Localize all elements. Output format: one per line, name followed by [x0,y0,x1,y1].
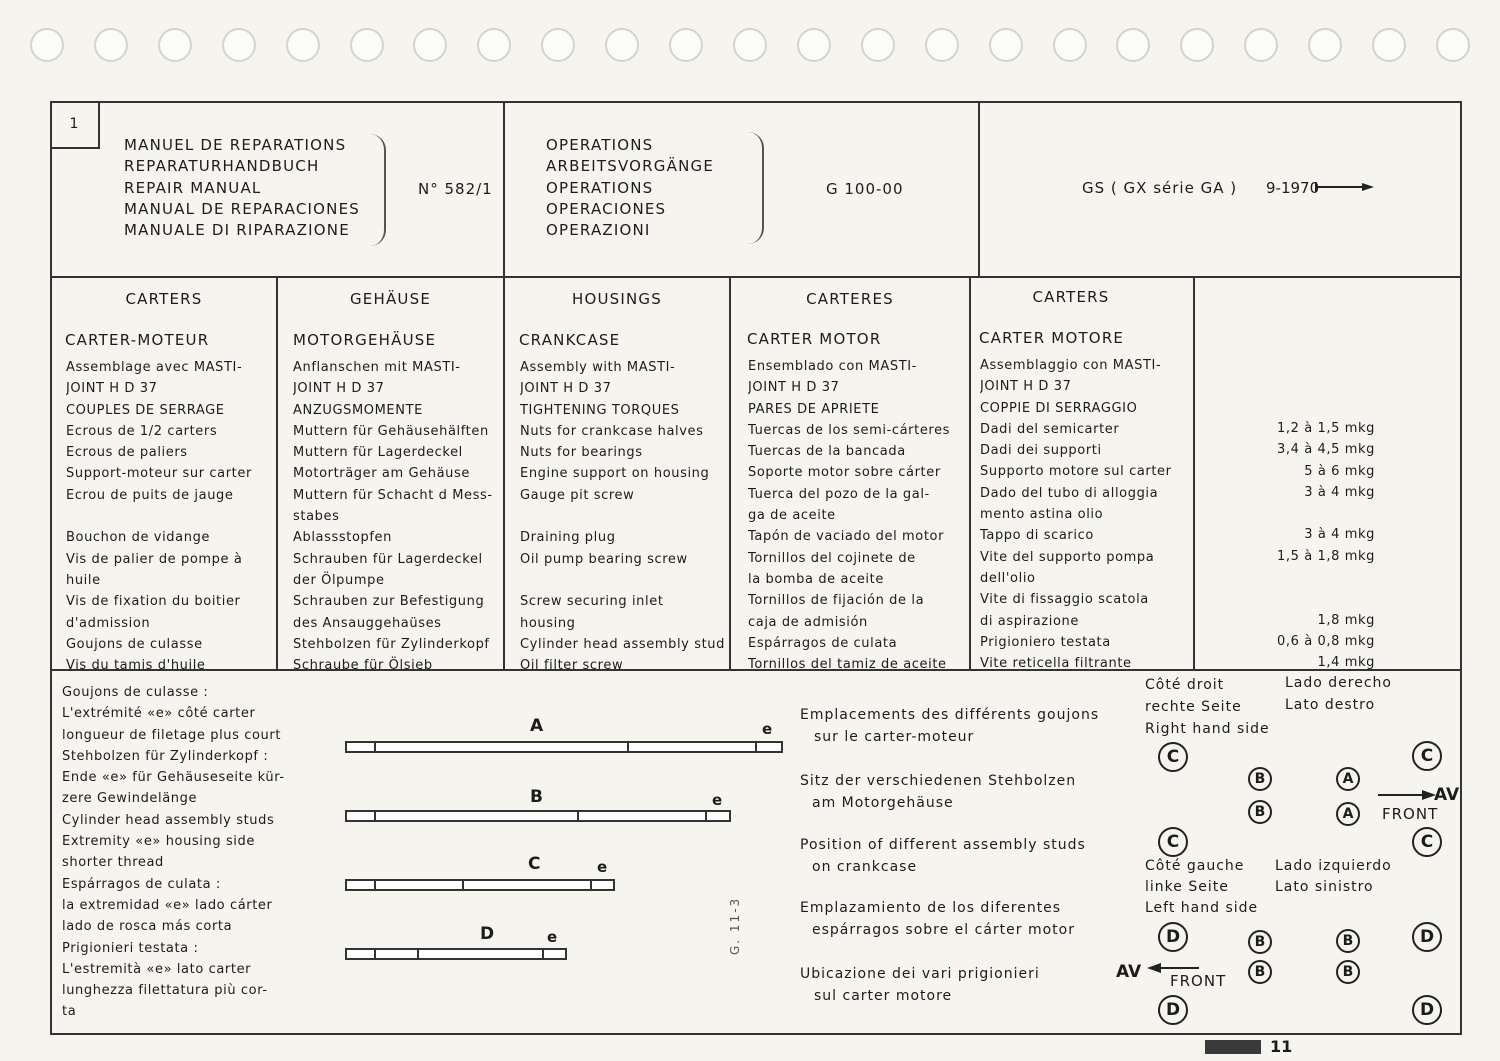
line: Muttern für Lagerdeckel [293,445,463,461]
line: Tapón de vaciado del motor [748,529,945,545]
line: Schrauben für Lagerdeckel [293,551,483,567]
torque-value: 3 à 4 mkg [1304,484,1375,500]
caption-line: Emplacements des différents goujons [800,707,1100,723]
caption-de [800,770,1076,814]
caption-line: Position of different assembly studs [800,837,1086,853]
line: der Ölpumpe [293,572,385,588]
right-side-labels-2 [1285,672,1392,716]
operation-code: G 100-00 [826,180,904,198]
stud-d [345,948,567,960]
binder-holes [30,28,1470,62]
stud-d-marker: D [1412,995,1442,1025]
note-line: shorter thread [62,855,164,871]
line: Dado del tubo di alloggia [980,485,1159,501]
operation-title-fr: OPERATIONS [546,136,654,154]
column-lines-it [980,355,1192,674]
line: Oil filter screw [520,658,624,674]
note-line: Stehbolzen für Zylinderkopf : [62,748,269,764]
line: Soporte motor sobre cárter [748,465,941,481]
column-lines-de [293,357,503,676]
line [520,506,728,527]
col-divider-2 [729,276,731,670]
note-line: Ende «e» für Gehäuseseite kür- [62,770,285,786]
column-title-de: GEHÄUSE [349,290,432,308]
column-title-en: HOUSINGS [572,290,662,308]
stud-a-marker: A [1336,802,1360,826]
col-divider-0 [276,276,278,670]
stud-c-marker: C [1158,742,1188,772]
side-label: Côté gauche [1145,858,1245,874]
line: Tappo di scarico [980,528,1094,544]
line: JOINT H D 37 [980,379,1072,395]
note-line: ta [62,1004,77,1020]
front-label: FRONT [1170,972,1227,990]
manual-titles [124,134,360,240]
line: Draining plug [520,530,616,546]
stud-label-a: A [530,716,544,736]
line: Tornillos del cojinete de [748,550,916,566]
note-line: Prigionieri testata : [62,940,199,956]
line: Gauge pit screw [520,487,635,503]
torque-value [1195,588,1375,609]
stud-c-marker: C [1412,827,1442,857]
line: Vite del supporto pompa [980,549,1155,565]
stud-a [345,741,783,753]
caption-line: am Motorgehäuse [812,795,954,811]
line: Espárragos de culata [748,635,898,651]
date: 9-1970 [1266,179,1320,197]
caption-line: Emplazamiento de los diferentes [800,900,1062,916]
line: Screw securing inlet [520,594,664,610]
side-label: Lato destro [1285,697,1376,713]
stud-b [345,810,731,822]
line: Ecrous de 1/2 carters [66,423,218,439]
line: di aspirazione [980,613,1079,629]
column-subtitle-es: CARTER MOTOR [747,330,882,348]
manual-title-en: REPAIR MANUAL [124,178,262,197]
brace [748,132,764,244]
caption-line: espárragos sobre el cárter motor [812,922,1075,938]
line: Schraube für Ölsieb [293,658,433,674]
line: Vis du tamis d'huile [66,658,206,674]
note-line: Extremity «e» housing side [62,834,255,850]
line: Schrauben zur Befestigung [293,594,485,610]
torque-value: 0,6 à 0,8 mkg [1277,633,1375,649]
line: JOINT H D 37 [520,381,612,397]
line: Tuercas de la bancada [748,444,906,460]
note-line: L'estremità «e» lato carter [62,961,252,977]
stud-d-marker: D [1158,995,1188,1025]
side-label: Côté droit [1145,677,1225,693]
line: Muttern für Schacht d Mess- [293,487,493,503]
line: Anflanschen mit MASTI- [293,360,461,375]
line: la bomba de aceite [748,571,884,587]
caption-en [800,834,1086,878]
line: Vite reticella filtrante [980,656,1132,672]
line: Tornillos del tamiz de aceite [748,657,947,673]
stud-notes [62,682,312,1023]
line: COPPIE DI SERRAGGIO [980,400,1138,416]
manual-title-es: MANUAL DE REPARACIONES [124,199,360,218]
line: Ecrou de puits de jauge [66,487,234,503]
line: stabes [293,509,340,525]
arrow-right-icon [1314,181,1376,193]
line: JOINT H D 37 [748,380,840,396]
line: Assembly with MASTI- [520,360,676,375]
column-subtitle-fr: CARTER-MOTEUR [65,331,210,349]
column-subtitle-it: CARTER MOTORE [979,329,1125,347]
line: Tuercas de los semi-cárteres [748,422,951,438]
operation-title-de: ARBEITSVORGÄNGE [546,157,714,176]
side-label: linke Seite [1145,879,1229,895]
operation-titles [546,134,714,240]
note-line: Cylinder head assembly studs [62,812,275,828]
line: Vite di fissaggio scatola [980,592,1149,608]
column-lines-es [748,356,969,675]
header-col-divider [978,101,980,277]
line: Dadi dei supporti [980,443,1102,459]
stud-a-marker: A [1336,767,1360,791]
line: Vis de fixation du boitier [66,594,241,610]
line: Support-moteur sur carter [66,466,252,482]
line: d'admission [66,615,151,631]
line: TIGHTENING TORQUES [520,402,680,418]
line: JOINT H D 37 [293,381,385,397]
stud-d-marker: D [1158,922,1188,952]
stud-b-marker: B [1248,930,1272,954]
line: caja de admisión [748,614,868,630]
page-tab [1205,1040,1261,1054]
stud-b-marker: B [1336,960,1360,984]
line: Dadi del semicarter [980,421,1120,437]
stud-c-marker: C [1158,827,1188,857]
line: Bouchon de vidange [66,530,211,546]
line: COUPLES DE SERRAGE [66,402,225,418]
stud-end-d: e [547,928,558,946]
line: Assemblaggio con MASTI- [980,358,1162,373]
note-line: Espárragos de culata : [62,876,221,892]
caption-line: sul carter motore [814,988,953,1004]
torque-value: 1,2 à 1,5 mkg [1277,421,1375,436]
stud-label-b: B [530,787,543,807]
line: huile [66,572,101,588]
stud-end-a: e [762,720,773,738]
figure-ref: G. 11-3 [728,896,742,955]
line: Motorträger am Gehäuse [293,466,470,482]
column-lines-en [520,357,728,676]
torque-value [1195,503,1375,524]
line: Assemblage avec MASTI- [66,360,243,375]
line: Cylinder head assembly stud [520,636,725,652]
side-label: Lado izquierdo [1275,858,1392,874]
left-side-labels-2 [1275,856,1392,898]
line [520,570,728,591]
manual-number: N° 582/1 [418,180,493,198]
column-title-es: CARTERES [806,290,894,308]
torque-value: 5 à 6 mkg [1304,463,1375,479]
line: Prigioniero testata [980,634,1111,650]
caption-line: Sitz der verschiedenen Stehbolzen [800,773,1077,789]
note-line: L'extrémité «e» côté carter [62,706,256,722]
line: Muttern für Gehäusehälften [293,423,489,439]
stud-d-marker: D [1412,922,1442,952]
front-label: FRONT [1382,805,1439,823]
column-subtitle-de: MOTORGEHÄUSE [293,331,437,349]
note-line: la extremidad «e» lado cárter [62,897,273,913]
torque-value: 1,4 mkg [1317,655,1375,671]
line: Goujons de culasse [66,636,203,652]
torque-value [1195,567,1375,588]
manual-title-fr: MANUEL DE REPARATIONS [124,136,347,154]
arrow-right-icon [1378,789,1438,801]
torque-values [1195,418,1375,674]
line: dell'olio [980,570,1036,586]
box-number: 1 [50,101,100,149]
line: Engine support on housing [520,466,710,482]
note-line: Goujons de culasse : [62,685,209,700]
note-line: lado de rosca más corta [62,919,233,935]
torque-value: 1,5 à 1,8 mkg [1277,548,1375,564]
left-side-labels [1145,856,1258,919]
side-label: Left hand side [1145,900,1259,916]
column-title-fr: CARTERS [125,290,203,308]
line: Stehbolzen für Zylinderkopf [293,636,490,652]
stud-b-marker: B [1248,960,1272,984]
line: Tornillos de fijación de la [748,593,925,609]
manual-title-de: REPARATURHANDBUCH [124,157,320,176]
line: Oil pump bearing screw [520,551,688,567]
side-label: rechte Seite [1145,699,1242,715]
note-line: zere Gewindelänge [62,791,198,807]
caption-line: on crankcase [812,859,918,875]
line: JOINT H D 37 [66,381,158,397]
operation-title-es: OPERACIONES [546,199,667,218]
line: Nuts for crankcase halves [520,423,704,439]
line [66,506,274,527]
line: Supporto motore sul carter [980,464,1172,480]
right-side-labels [1145,674,1270,740]
line: ANZUGSMOMENTE [293,402,423,418]
operation-title-it: OPERAZIONI [546,221,651,240]
stud-label-d: D [480,924,495,944]
stud-b-marker: B [1248,767,1272,791]
stud-end-b: e [712,791,723,809]
column-title-it: CARTERS [1032,288,1110,306]
manual-title-it: MANUALE DI RIPARAZIONE [124,221,350,240]
line: Vis de palier de pompe à [66,551,243,567]
caption-line: Ubicazione dei vari prigionieri [800,966,1040,982]
line: housing [520,615,576,631]
caption-it [800,963,1040,1007]
col-divider-3 [969,276,971,670]
stud-label-c: C [528,854,541,874]
side-label: Lato sinistro [1275,879,1374,895]
page-number: 11 [1270,1037,1293,1056]
line: Ensemblado con MASTI- [748,359,917,374]
brace [370,134,386,246]
torque-value: 3,4 à 4,5 mkg [1277,442,1375,458]
line: Tuerca del pozo de la gal- [748,486,930,502]
side-label: Right hand side [1145,721,1270,737]
line: des Ansauggehaüses [293,615,442,631]
line: PARES DE APRIETE [748,401,880,417]
caption-line: sur le carter-moteur [814,729,975,745]
stud-b-marker: B [1248,800,1272,824]
av-label: AV [1116,962,1142,982]
header-divider [50,276,1462,278]
note-line: longueur de filetage plus court [62,727,282,743]
model: GS ( GX série GA ) [1082,179,1238,197]
column-subtitle-en: CRANKCASE [519,331,621,349]
line: Nuts for bearings [520,445,643,461]
caption-es [800,897,1075,941]
torque-value: 3 à 4 mkg [1304,527,1375,543]
caption-fr [800,704,1099,748]
line: Ecrous de paliers [66,445,188,461]
stud-end-c: e [597,858,608,876]
column-lines-fr [66,357,274,676]
line: mento astina olio [980,507,1104,523]
torque-value: 1,8 mkg [1317,612,1375,628]
side-label: Lado derecho [1285,675,1392,691]
stud-c [345,879,615,891]
col-divider-1 [503,101,505,669]
operation-title-en: OPERATIONS [546,178,654,197]
stud-c-marker: C [1412,741,1442,771]
av-label: AV [1434,785,1460,805]
line: Ablassstopfen [293,530,392,546]
note-line: lunghezza filettatura più cor- [62,983,268,999]
line: ga de aceite [748,508,836,524]
stud-b-marker: B [1336,929,1360,953]
